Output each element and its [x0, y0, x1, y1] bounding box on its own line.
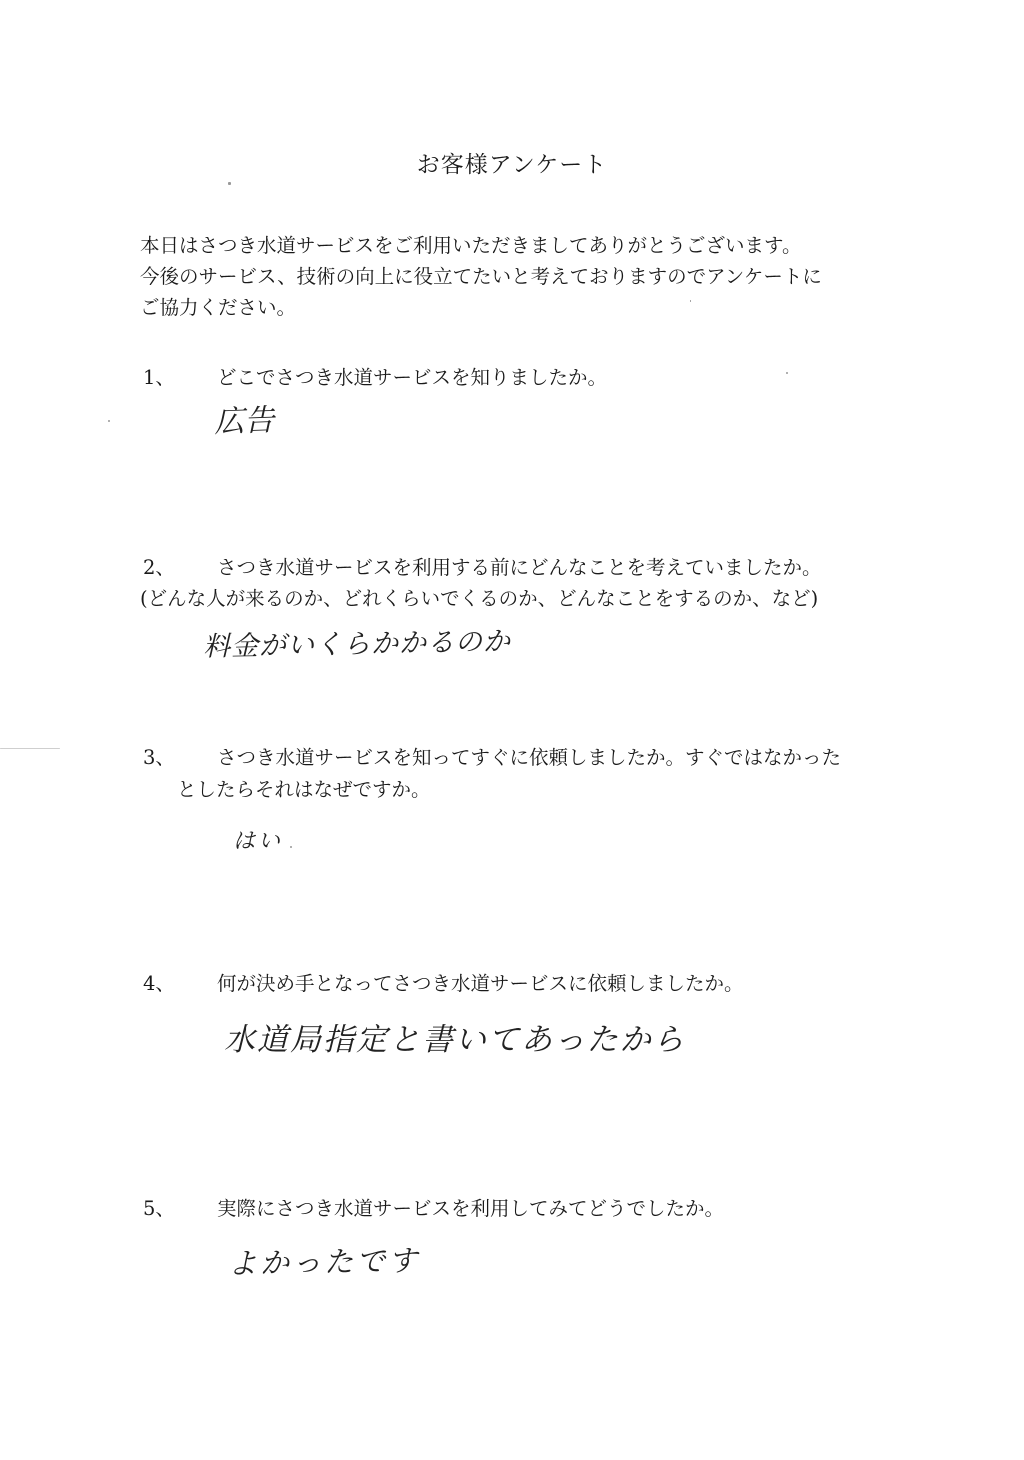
- scan-speck: [290, 846, 292, 848]
- scan-speck: [228, 182, 231, 185]
- handwritten-answer: はい: [233, 829, 284, 854]
- question-number: 4、: [143, 972, 175, 995]
- intro-line: 本日はさつき水道サービスをご利用いただきましてありがとうございます。: [140, 234, 802, 257]
- scan-speck: [786, 372, 788, 374]
- question-text: どこでさつき水道サービスを知りましたか。: [217, 366, 608, 389]
- question-text: 実際にさつき水道サービスを利用してみてどうでしたか。: [217, 1197, 725, 1220]
- question-number: 1、: [143, 366, 175, 389]
- handwritten-answer: 広告: [213, 402, 275, 441]
- page-title: お客様アンケート: [416, 152, 608, 178]
- handwritten-answer: 水道局指定と書いてあったから: [224, 1022, 686, 1058]
- scan-speck: [108, 420, 110, 422]
- handwritten-answer: 料金がいくらかかるのか: [202, 626, 512, 663]
- intro-line: 今後のサービス、技術の向上に役立てたいと考えておりますのでアンケートに: [140, 265, 822, 288]
- intro-line: ご協力ください。: [140, 296, 297, 319]
- intro-text: [140, 230, 920, 323]
- question-number: 5、: [143, 1197, 175, 1220]
- handwritten-answer: よかったです: [227, 1243, 421, 1281]
- question-text: さつき水道サービスを知ってすぐに依頼しましたか。すぐではなかった: [217, 746, 842, 769]
- question-number: 3、: [143, 746, 175, 769]
- question-text: さつき水道サービスを利用する前にどんなことを考えていましたか。: [217, 556, 822, 579]
- question-number: 2、: [143, 556, 175, 579]
- question-subtext: としたらそれはなぜですか。: [177, 778, 431, 801]
- scan-line: [0, 748, 60, 749]
- scan-speck: [690, 300, 691, 302]
- question-subtext: (どんな人が来るのか、どれくらいでくるのか、どんなことをするのか、など): [140, 587, 819, 610]
- question-text: 何が決め手となってさつき水道サービスに依頼しましたか。: [217, 972, 744, 995]
